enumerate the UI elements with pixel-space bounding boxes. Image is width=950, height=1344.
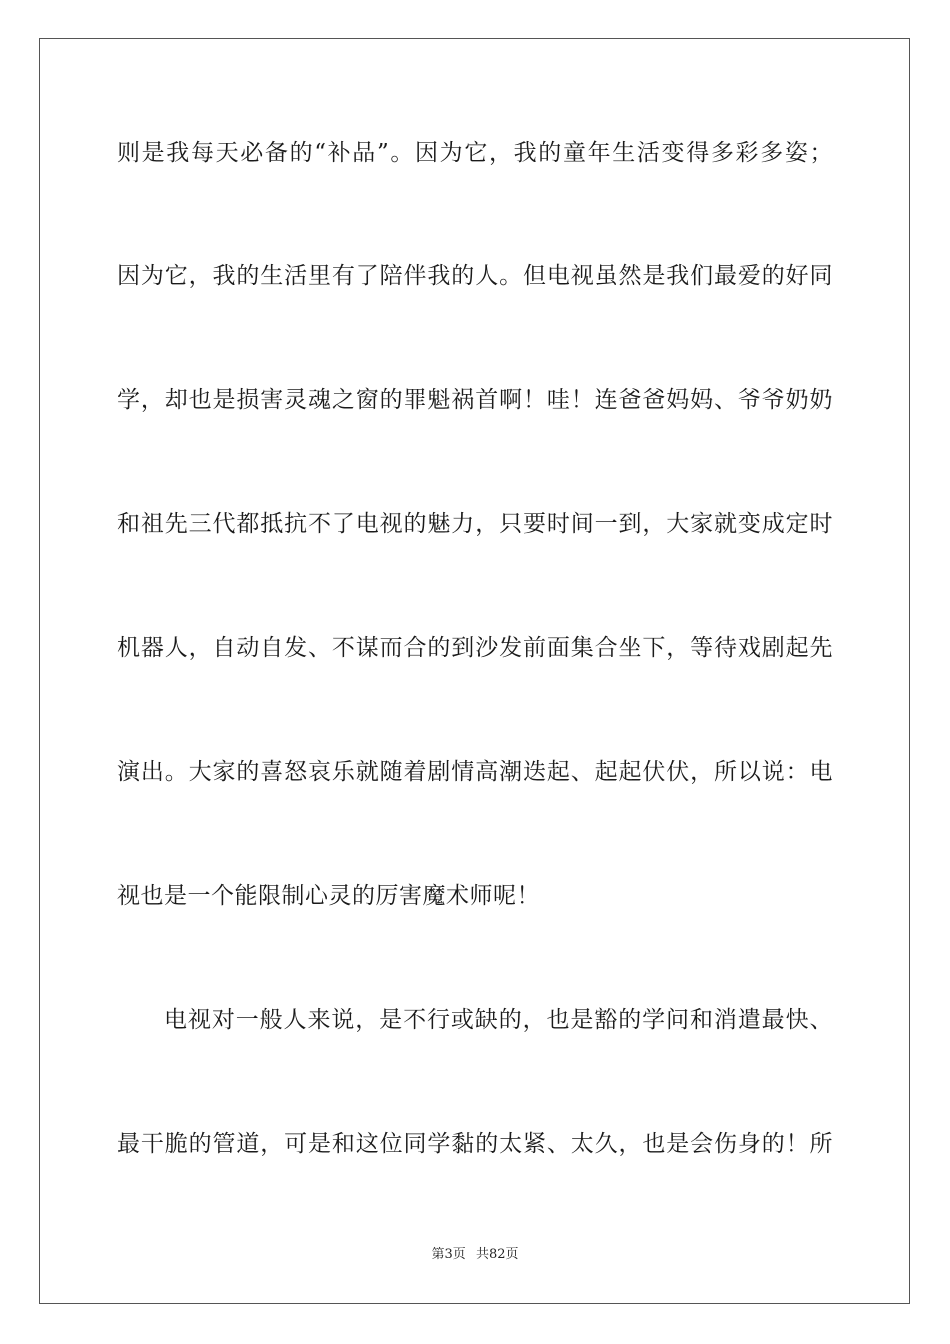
text-line-5: 机器人，自动自发、不谋而合的到沙发前面集合坐下，等待戏剧起先 bbox=[117, 635, 833, 661]
text-line-7: 视也是一个能限制心灵的厉害魔术师呢！ bbox=[117, 883, 540, 909]
text-line-2: 因为它，我的生活里有了陪伴我的人。但电视虽然是我们最爱的好同 bbox=[117, 263, 833, 289]
page-footer bbox=[0, 1246, 950, 1264]
text-line-1: 则是我每天必备的“补品”。因为它，我的童年生活变得多彩多姿； bbox=[117, 140, 833, 166]
text-line-3: 学，却也是损害灵魂之窗的罪魁祸首啊！哇！连爸爸妈妈、爷爷奶奶 bbox=[117, 387, 833, 413]
page-number: 第3页 bbox=[431, 1247, 466, 1262]
page-border bbox=[39, 38, 910, 1304]
text-line-6: 演出。大家的喜怒哀乐就随着剧情高潮迭起、起起伏伏，所以说：电 bbox=[117, 759, 833, 785]
total-pages: 共82页 bbox=[475, 1247, 519, 1262]
text-line-4: 和祖先三代都抵抗不了电视的魅力，只要时间一到，大家就变成定时 bbox=[117, 511, 833, 537]
text-line-9: 最干脆的管道，可是和这位同学黏的太紧、太久，也是会伤身的！所 bbox=[117, 1131, 833, 1157]
text-line-8-paragraph-start: 电视对一般人来说，是不行或缺的，也是豁的学问和消遣最快、 bbox=[164, 1007, 833, 1033]
